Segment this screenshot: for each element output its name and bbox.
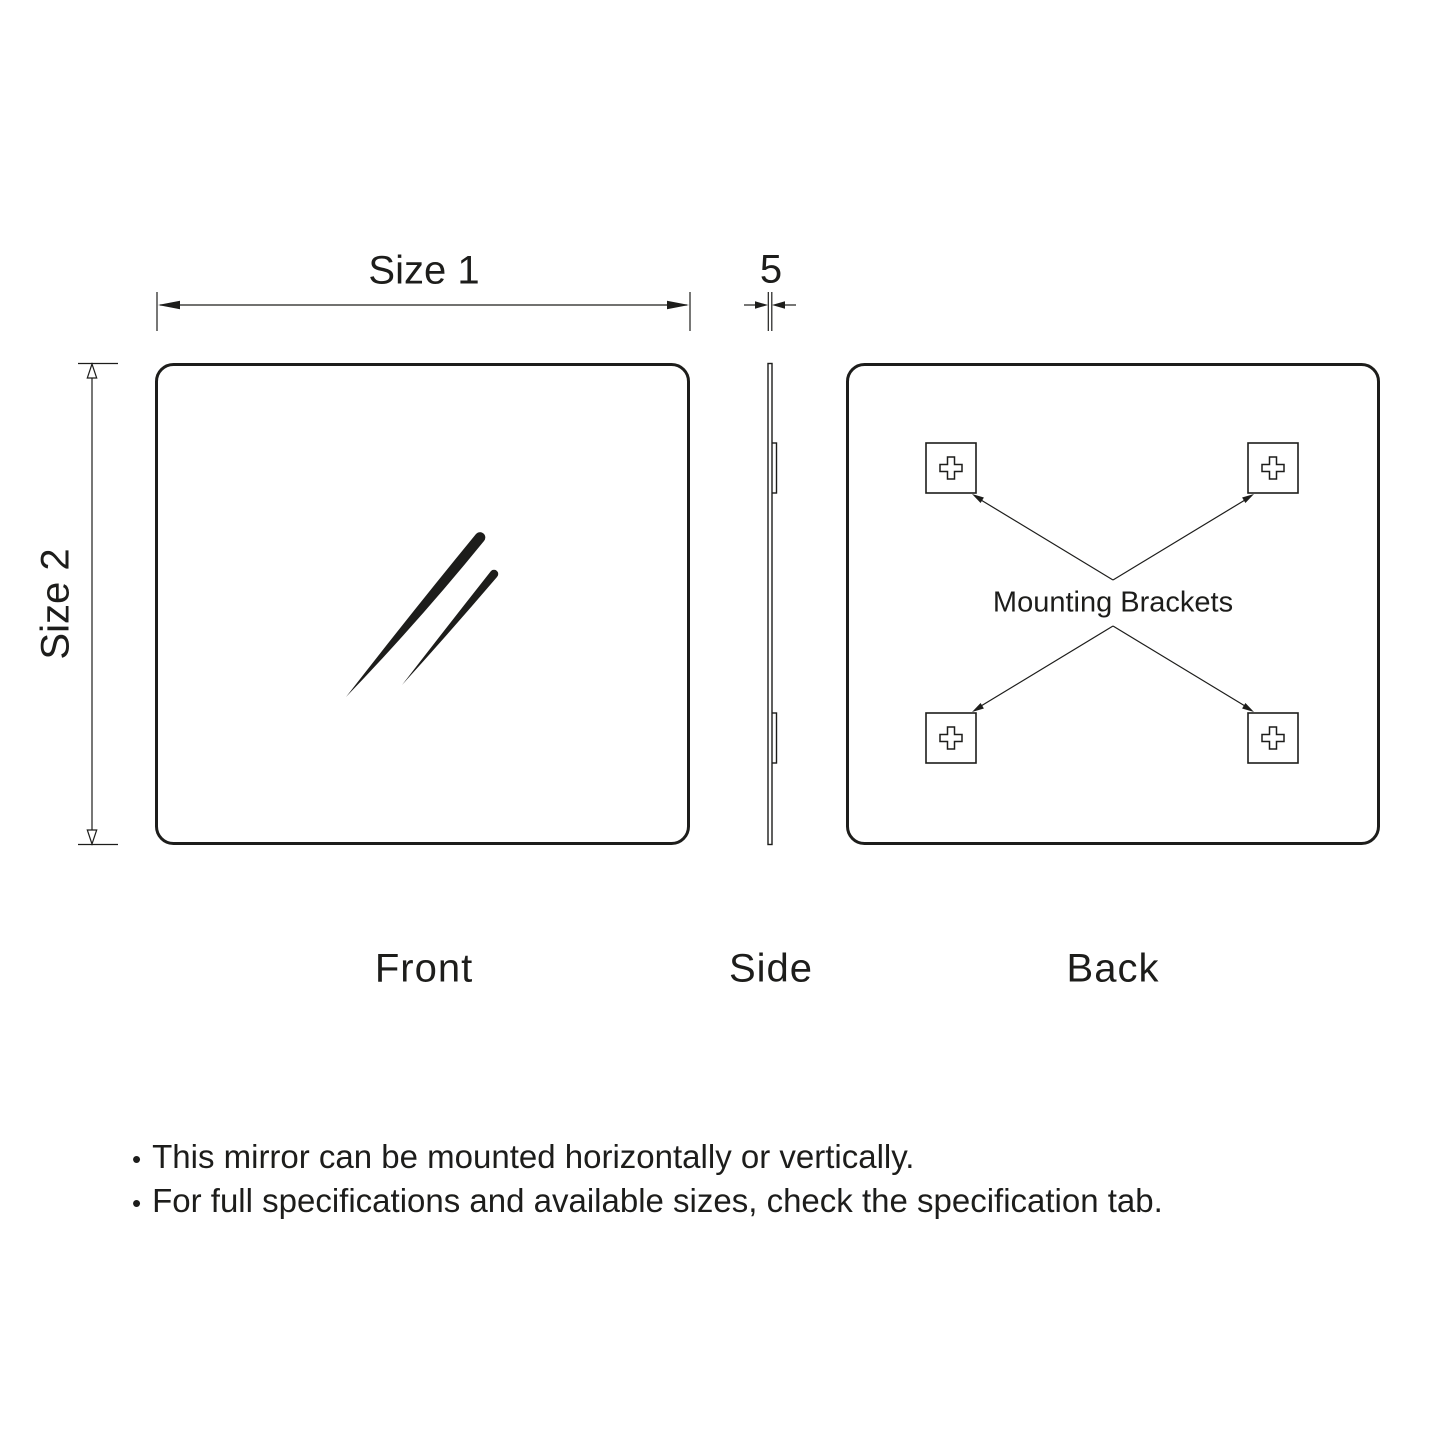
note-text: For full specifications and available sizes, check the specification tab. [152,1182,1163,1219]
notes-list [132,1136,1163,1224]
bullet-icon: • [132,1144,142,1174]
arrowhead-icon [1242,703,1254,712]
mirror-shine-marks [346,532,498,697]
mounting-brackets-annotation: Mounting Brackets [992,586,1234,619]
bullet-icon: • [132,1188,142,1218]
front-view-outline [157,365,689,844]
open-arrowhead-up-icon [87,364,96,378]
arrowhead-icon [972,494,984,503]
arrowhead-left-icon [158,301,180,310]
dimension-line-thickness [744,292,796,331]
arrowhead-in-left-icon [772,301,785,308]
arrowhead-icon [1242,494,1254,503]
side-mirror-profile [768,364,772,845]
arrowhead-in-right-icon [755,301,768,308]
side-view-label: Side [728,946,814,991]
open-arrowhead-down-icon [87,830,96,844]
side-view-outline [768,364,777,845]
dimension-line-width [157,292,690,331]
arrowhead-icon [972,703,984,712]
front-view-label: Front [374,946,474,991]
thickness-dimension-label: 5 [759,247,783,292]
mounting-bracket-bottom-left [926,713,976,763]
mounting-bracket-bottom-right [1248,713,1298,763]
mounting-bracket-top-left [926,443,976,493]
note-item [132,1136,1163,1180]
arrowhead-right-icon [667,301,689,310]
width-dimension-label: Size 1 [368,248,480,293]
dimension-line-height [78,364,118,845]
note-item [132,1180,1163,1224]
note-text: This mirror can be mounted horizontally or vertically. [152,1138,915,1175]
back-view-label: Back [1066,946,1160,991]
mounting-bracket-top-right [1248,443,1298,493]
height-dimension-label: Size 2 [33,548,78,660]
